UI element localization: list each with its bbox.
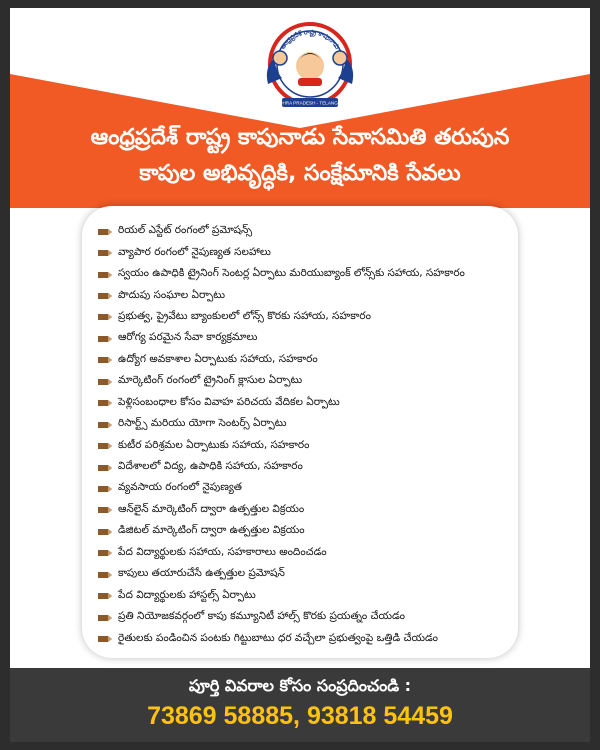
pencil-bullet-icon [98,592,112,600]
service-item-text: ఆన్‌లైన్ మార్కెటింగ్ ద్వారా ఉత్పత్తుల విక్రయం [118,502,305,515]
service-item [98,221,518,242]
pencil-bullet-icon [98,549,112,557]
contact-phone-numbers: 73869 58885, 93818 54459 [147,702,453,730]
pencil-bullet-icon [98,528,112,536]
service-item-text: పేద విద్యార్థులకు సహాయ, సహకారాలు అందించడం [118,545,327,558]
logo-bottom-text: ANDHRA PRADESH - TELANGANA [272,100,348,106]
pencil-bullet-icon [98,614,112,622]
contact-label: పూర్తి వివరాల కోసం సంప్రదించండి : [188,676,412,695]
service-item-text: వ్యాపార రంగంలో నైపుణ్యత సలహాలు [118,245,271,258]
service-item-text: ప్రభుత్వ, ప్రైవేటు బ్యాంకులలో లోన్స్ కొరకు సహాయ, సహకారం [118,309,371,322]
service-item-text: రైతులకు పండించిన పంటకు గిట్టుబాటు ధర వచ్చేలా ప్రభుత్వంపై ఒత్తిడి చేయడం [118,631,438,644]
services-list [98,221,518,650]
service-item [98,564,518,585]
service-item-text: పెళ్లిసంబంధాల కోసం వివాహ పరిచయ వేదికల ఏర్పాటు [118,395,340,408]
service-item [98,414,518,435]
pencil-bullet-icon [98,464,112,472]
service-item [98,393,518,414]
pencil-bullet-icon [98,421,112,429]
pencil-bullet-icon [98,249,112,257]
service-item [98,285,518,306]
service-item [98,371,518,392]
headline-line-2: కాపుల అభివృద్ధికి, సంక్షేమానికి సేవలు [139,161,461,186]
service-item-text: ఉద్యోగ అవకాశాల ఏర్పాటుకు సహాయ, సహకారం [118,352,318,365]
service-item-text: మార్కెటింగ్ రంగంలో ట్రైనింగ్ క్లాసుల ఏర్పాటు [118,374,303,387]
pencil-bullet-icon [98,635,112,643]
service-item-text: విదేశాలలో విద్య, ఉపాధికి సహాయ, సహకారం [118,460,303,473]
service-item-text: డిజిటల్ మార్కెటింగ్ ద్వారా ఉత్పత్తుల విక్రయం [118,524,305,537]
pencil-bullet-icon [98,506,112,514]
service-item [98,500,518,521]
headline [10,120,590,192]
pencil-bullet-icon [98,399,112,407]
poster-frame [10,8,590,742]
service-item-text: పొదుపు సంఘాల ఏర్పాటు [118,288,226,301]
service-item [98,521,518,542]
service-item-text: కుటీర పరిశ్రమల ఏర్పాటుకు సహాయ, సహకారం [118,438,310,451]
service-item [98,585,518,606]
service-item-text: స్వయం ఉపాధికి ట్రైనింగ్ సెంటర్ల ఏర్పాటు మరియుబ్యాంక్ లోన్స్‌కు సహాయ, సహకారం [118,267,465,280]
service-item [98,543,518,564]
service-item-text: కాపులు తయారుచేసే ఉత్పత్తుల ప్రమోషన్ [118,567,285,580]
pencil-bullet-icon [98,228,112,236]
service-item-text: పేద విద్యార్థులకు హాస్టల్స్ ఏర్పాటు [118,588,256,601]
service-item [98,478,518,499]
service-item-text: ప్రతి నియోజకవర్గంలో కాపు కమ్యూనిటీ హాల్స్ కొరకు ప్రయత్నం చేయడం [118,610,405,623]
service-item [98,242,518,263]
headline-line-1: ఆంధ్రప్రదేశ్ రాష్ట్ర కాపునాడు సేవాసమితి తరుపున [90,125,510,150]
pencil-bullet-icon [98,571,112,579]
service-item [98,350,518,371]
pencil-bullet-icon [98,292,112,300]
service-item [98,264,518,285]
logo-arc-text: ఆంధ్రప్రదేశ్ రాష్ట్ర కాపునాడు [279,28,341,51]
service-item-text: రియల్ ఎస్టేట్ రంగంలో ప్రమోషన్స్ [118,224,253,237]
service-item [98,457,518,478]
pencil-bullet-icon [98,378,112,386]
pencil-bullet-icon [98,356,112,364]
organization-emblem-icon [258,14,362,118]
pencil-bullet-icon [98,335,112,343]
service-item [98,628,518,649]
pencil-bullet-icon [98,313,112,321]
pencil-bullet-icon [98,485,112,493]
service-item [98,307,518,328]
pencil-bullet-icon [98,442,112,450]
service-item-text: రిసార్ట్స్ మరియు యోగా సెంటర్స్ ఏర్పాటు [118,417,287,430]
pencil-bullet-icon [98,271,112,279]
service-item [98,435,518,456]
contact-footer [10,668,590,742]
service-item [98,328,518,349]
service-item [98,607,518,628]
service-item-text: ఆరోగ్య పరమైన సేవా కార్యక్రమాలు [118,331,258,344]
service-item-text: వ్యవసాయ రంగంలో నైపుణ్యత [118,481,242,494]
